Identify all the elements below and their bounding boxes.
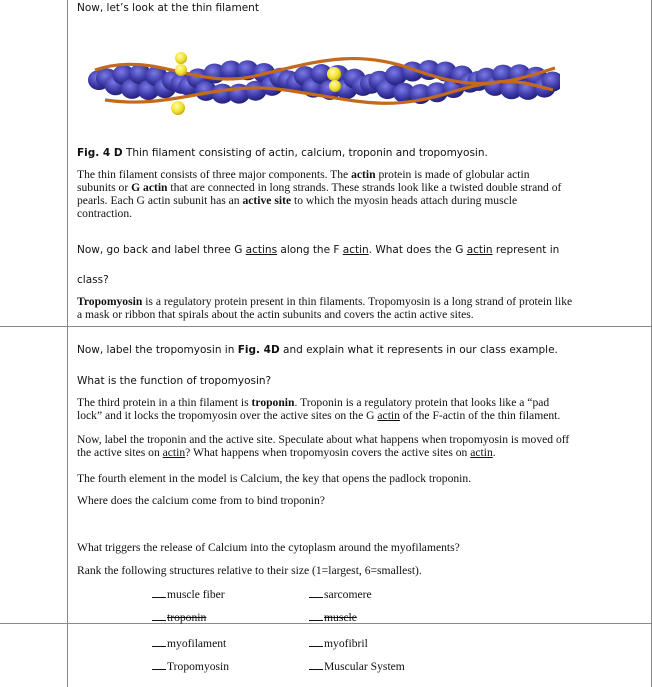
troponin-complex xyxy=(327,67,341,81)
figure-caption xyxy=(77,147,488,159)
question-label-g-actin-line2: class? xyxy=(77,274,109,286)
question-label-g-actin: Now, go back and label three G actins along the F actin. What does the G actin represent in xyxy=(77,244,560,256)
question-troponin-active-site: Now, label the troponin and the active site. Speculate about what happens when tropomyosin is moved off the active sites on actin? What happens when tropomyosin covers the active sites on actin. xyxy=(77,433,570,459)
rank-item-muscle[interactable]: muscle xyxy=(309,611,357,624)
rank-item-muscle-fiber[interactable]: muscle fiber xyxy=(152,588,225,601)
troponin-complex xyxy=(175,64,187,76)
thin-filament-figure xyxy=(85,40,560,122)
rank-item-myofilament[interactable]: myofilament xyxy=(152,637,226,650)
page-break-line xyxy=(0,326,652,327)
troponin-complex xyxy=(175,52,187,64)
question-calcium-release: What triggers the release of Calcium into the cytoplasm around the myofilaments? xyxy=(77,541,460,554)
rank-prompt: Rank the following structures relative to their size (1=largest, 6=smallest). xyxy=(77,564,422,577)
troponin-paragraph: The third protein in a thin filament is troponin. Troponin is a regulatory protein that looks like a “pad lock” and it locks the tropomyosin over the active sites on the G actin of the F-actin of the thin filament. xyxy=(77,396,561,422)
left-margin-line xyxy=(67,0,68,687)
rank-item-muscular-system[interactable]: Muscular System xyxy=(309,660,405,673)
question-label-tropomyosin: Now, label the tropomyosin in Fig. 4D and explain what it represents in our class example. xyxy=(77,344,558,356)
troponin-complex xyxy=(329,80,341,92)
question-function-tropomyosin: What is the function of tropomyosin? xyxy=(77,375,272,387)
figure-label: Fig. 4 D xyxy=(77,147,123,159)
rank-item-tropomyosin[interactable]: Tropomyosin xyxy=(152,660,229,673)
rank-item-sarcomere[interactable]: sarcomere xyxy=(309,588,372,601)
intro-text: Now, let’s look at the thin filament xyxy=(77,2,259,14)
rank-item-troponin[interactable]: troponin xyxy=(152,611,206,624)
calcium-paragraph: The fourth element in the model is Calcium, the key that opens the padlock troponin. xyxy=(77,472,472,485)
question-calcium-source: Where does the calcium come from to bind troponin? xyxy=(77,494,325,507)
rank-item-myofibril[interactable]: myofibril xyxy=(309,637,368,650)
actin-paragraph: The thin filament consists of three major components. The actin protein is made of globular actin subunits or G actin that are connected in long strands. These strands look like a twisted double strand of pearls. Each G actin subunit has an active site to which the myosin heads attach during muscle contraction. xyxy=(77,168,562,220)
tropomyosin-paragraph: Tropomyosin is a regulatory protein present in thin filaments. Tropomyosin is a long strand of protein like a mask or ribbon that spirals about the actin subunits and covers the actin active sites. xyxy=(77,295,573,321)
figure-caption-text: Thin filament consisting of actin, calcium, troponin and tropomyosin. xyxy=(122,147,488,159)
troponin-complex xyxy=(171,101,185,115)
